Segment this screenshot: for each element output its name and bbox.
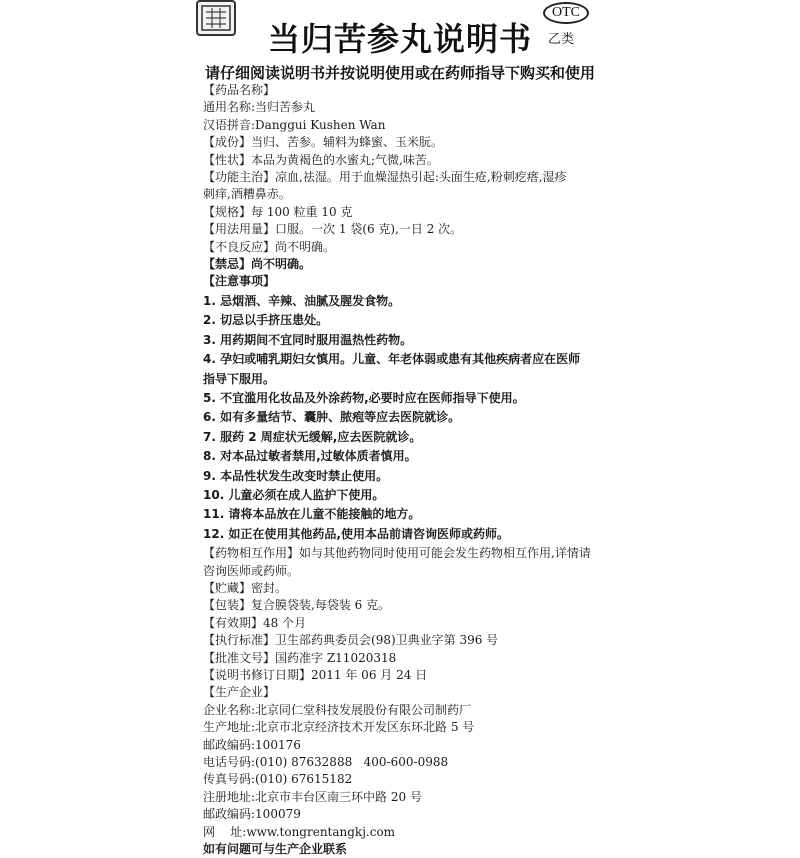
precaution-item: 2. 切忌以手挤压患处。 — [203, 313, 329, 328]
leaflet-body — [203, 82, 603, 858]
specification-section: 【规格】每 100 粒重 10 克 — [203, 204, 353, 219]
precaution-item: 11. 请将本品放在儿童不能接触的地方。 — [203, 507, 421, 522]
storage-section: 【贮藏】密封。 — [203, 580, 288, 595]
packaging-section: 【包装】复合膜袋装,每袋装 6 克。 — [203, 598, 391, 613]
postcode-row: 邮政编码:100176 — [203, 737, 301, 752]
indications-continued: 刺痒,酒糟鼻赤。 — [203, 187, 291, 202]
description-section: 【性状】本品为黄褐色的水蜜丸;气微,味苦。 — [203, 152, 439, 167]
composition-section: 【成份】当归、苦参。辅料为蜂蜜、玉米朊。 — [203, 135, 444, 150]
document-title: 当归苦参丸说明书 — [267, 20, 532, 58]
phone-row: 电话号码:(010) 87632888 400-600-0988 — [203, 755, 449, 770]
revision-date-section: 【说明书修订日期】2011 年 06 月 24 日 — [203, 668, 428, 682]
standard-section: 【执行标准】卫生部药典委员会(98)卫典业字第 396 号 — [203, 633, 499, 648]
company-name-row: 企业名称:北京同仁堂科技发展股份有限公司制药厂 — [203, 702, 472, 717]
precaution-item: 12. 如正在使用其他药品,使用本品前请咨询医师或药师。 — [203, 526, 509, 541]
precaution-item: 6. 如有多量结节、囊肿、脓疱等应去医院就诊。 — [203, 410, 461, 425]
registered-address-row: 注册地址:北京市丰台区南三环中路 20 号 — [203, 789, 422, 804]
generic-name-row: 通用名称:当归苦参丸 — [203, 100, 316, 115]
manufacturer-heading: 【生产企业】 — [203, 685, 276, 700]
precaution-item: 9. 本品性状发生改变时禁止使用。 — [203, 468, 389, 483]
precaution-item: 1. 忌烟酒、辛辣、油腻及腥发食物。 — [203, 293, 401, 308]
precaution-item: 7. 服药 2 周症状无缓解,应去医院就诊。 — [203, 429, 422, 444]
registered-postcode-row: 邮政编码:100079 — [203, 807, 301, 822]
precaution-item: 指导下服用。 — [203, 371, 276, 386]
adverse-reactions-section: 【不良反应】尚不明确。 — [203, 239, 336, 254]
pinyin-name-row: 汉语拼音:Danggui Kushen Wan — [203, 117, 386, 132]
otc-badge: OTC — [543, 2, 589, 24]
precaution-item: 4. 孕妇或哺乳期妇女慎用。儿童、年老体弱或患有其他疾病者应在医师 — [203, 352, 581, 367]
precaution-item: 8. 对本品过敏者禁用,过敏体质者慎用。 — [203, 449, 417, 464]
interactions-continued: 咨询医师或药师。 — [203, 563, 300, 578]
precautions-heading: 【注意事项】 — [203, 274, 276, 289]
contact-note: 如有问题可与生产企业联系 — [203, 842, 348, 857]
website-row: 网 址:www.tongrentangkj.com — [203, 824, 396, 839]
indications-section: 【功能主治】凉血,祛湿。用于血燥湿热引起:头面生疮,粉刺疙瘩,湿疹 — [203, 170, 567, 185]
precaution-item: 10. 儿童必须在成人监护下使用。 — [203, 487, 385, 502]
production-address-row: 生产地址:北京市北京经济技术开发区东环北路 5 号 — [203, 720, 475, 735]
contraindications-section: 【禁忌】尚不明确。 — [203, 257, 312, 272]
drug-name-heading: 【药品名称】 — [203, 83, 276, 97]
usage-notice: 请仔细阅读说明书并按说明使用或在药师指导下购买和使用 — [204, 64, 595, 82]
approval-section: 【批准文号】国药准字 Z11020318 — [203, 650, 397, 665]
fax-row: 传真号码:(010) 67615182 — [203, 772, 353, 787]
validity-section: 【有效期】48 个月 — [203, 615, 307, 630]
interactions-section: 【药物相互作用】如与其他药物同时使用可能会发生药物相互作用,详情请 — [203, 546, 591, 561]
otc-category-label: 乙类 — [548, 32, 575, 47]
precaution-item: 3. 用药期间不宜同时服用温热性药物。 — [203, 332, 413, 347]
dosage-section: 【用法用量】口服。一次 1 袋(6 克),一日 2 次。 — [203, 222, 463, 237]
precaution-item: 5. 不宜滥用化妆品及外涂药物,必要时应在医师指导下使用。 — [203, 390, 525, 405]
